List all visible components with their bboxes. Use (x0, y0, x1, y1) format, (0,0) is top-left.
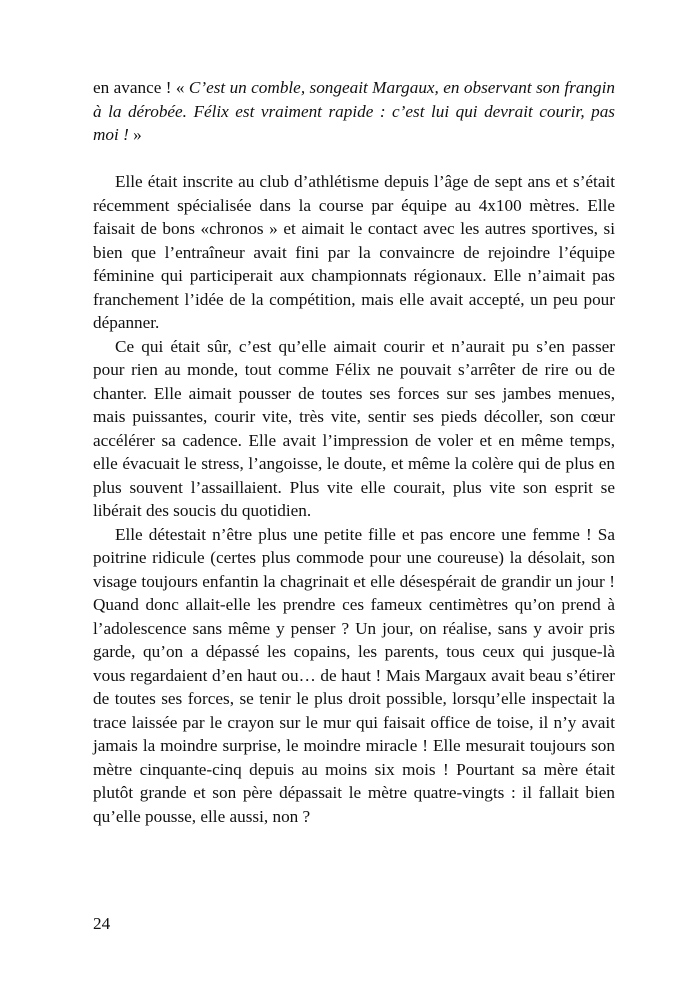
paragraph: Ce qui était sûr, c’est qu’elle aimait courir et n’aurait pu s’en passer pour rien au monde, tout comme Félix ne pouvait s’arrêter de rire ou de chanter. Elle aimait pousser de toutes ses forces sur ses jambes menues, mais puissantes, courir vite, très vite, sentir ses pieds décoller, son cœur accélérer sa cadence. Elle avait l’impression de voler et en même temps, elle évacuait le stress, l’angoisse, le doute, et même la colère qui de plus en plus souvent l’assaillaient. Plus vite elle courait, plus vite son esprit se libérait des soucis du quotidien. (93, 336, 615, 520)
opening-italic-quote: C’est un comble, songeait Margaux, en observant son frangin à la dérobée. Félix est vraiment rapide : c’est lui qui devrait courir, pas moi ! (93, 78, 615, 144)
opening-close-text: » (128, 125, 142, 144)
page-number: 24 (93, 914, 111, 933)
paragraph: Elle était inscrite au club d’athlétisme depuis l’âge de sept ans et s’était récemment spécialisée dans la course par équipe au 4x100 mètres. Elle faisait de bons «chronos » et aimait le contact avec les autres sportives, si bien que l’entraîneur avait fini par la convaincre de rejoindre l’équipe féminine qui participerait aux championnats régionaux. Elle n’aimait pas franchement l’idée de la compétition, mais elle avait accepté, un peu pour dépanner. (93, 172, 615, 332)
paragraph: Elle détestait n’être plus une petite fille et pas encore une femme ! Sa poitrine ridicule (certes plus commode pour une coureuse) la désolait, son visage toujours enfantin la chagrinait et elle désespérait de grandir un jour ! Quand donc allait-elle les prendre ces fameux centimètres qu’on prend à l’adolescence sans même y penser ? Un jour, on réalise, sans y avoir pris garde, qu’on a dépassé les copains, les parents, tous ceux qui jusque-là vous regardaient d’en haut ou… de haut ! Mais Margaux avait beau s’étirer de toutes ses forces, se tenir le plus droit possible, lorsqu’elle inspectait la trace laissée par le crayon sur le mur qui faisait office de toise, il n’y avait jamais la moindre surprise, le moindre miracle ! Elle mesurait toujours son mètre cinquante-cinq depuis au moins six mois ! Pourtant sa mère était plutôt grande et son père dépassait le mètre quatre-vingts : il fallait bien qu’elle pousse, elle aussi, non ? (93, 524, 615, 826)
opening-paragraph (93, 76, 615, 147)
opening-plain-text: en avance ! « (93, 78, 189, 97)
page-body (93, 76, 615, 828)
